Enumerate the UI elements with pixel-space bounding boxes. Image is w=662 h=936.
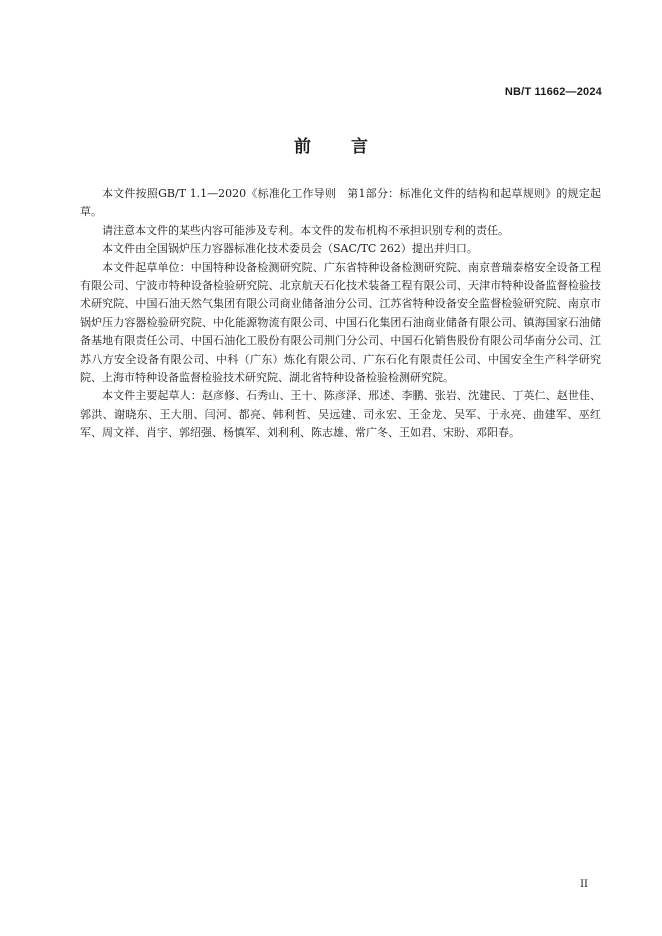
title-char-1: 前 (294, 137, 311, 157)
paragraph-drafters: 本文件主要起草人：赵彦修、石秀山、王十、陈彦泽、邢述、李鹏、张岩、沈建民、丁英仁、赵世佳、郭洪、谢晓东、王大朋、闫河、都亮、韩利哲、吴远建、司永宏、王金龙、吴军、于永亮、曲建军、巫红军、周文祥、肖宇、郭绍强、杨慎军、刘利利、陈志雄、常广冬、王如君、宋盼、邓阳春。 (80, 389, 601, 440)
standard-code: NB/T 11662—2024 (504, 86, 602, 98)
title-char-2: 言 (351, 137, 368, 157)
page-title (0, 132, 662, 157)
paragraph-drafting-rules: 本文件按照GB/T 1.1—2020《标准化工作导则 第1部分：标准化文件的结构和起草规则》的规定起草。 (80, 187, 601, 219)
paragraph-patent-notice: 请注意本文件的某些内容可能涉及专利。本文件的发布机构不承担识别专利的责任。 (102, 223, 509, 237)
page-number: II (580, 879, 588, 890)
paragraph-drafting-units: 本文件起草单位：中国特种设备检测研究院、广东省特种设备检测研究院、南京普瑞泰格安全设备工程有限公司、宁波市特种设备检验研究院、北京航天石化技术装备工程有限公司、天津市特种设备监督检验技术研究院、中国石油天然气集团有限公司商业储备油分公司、江苏省特种设备安全监督检验研究院、南京市锅炉压力容器检验研究院、中化能源物流有限公司、中国石化集团石油商业储备有限公司、镇海国家石油储备基地有限责任公司、中国石油化工股份有限公司荆门分公司、中国石化销售股份有限公司华南分公司、江苏八方安全设备有限公司、中科（广东）炼化有限公司、广东石化有限责任公司、中国安全生产科学研究院、上海市特种设备监督检验技术研究院、湖北省特种设备检验检测研究院。 (80, 260, 601, 385)
paragraph-proposer: 本文件由全国锅炉压力容器标准化技术委员会（SAC/TC 262）提出并归口。 (102, 242, 478, 256)
foreword-body (80, 185, 601, 443)
